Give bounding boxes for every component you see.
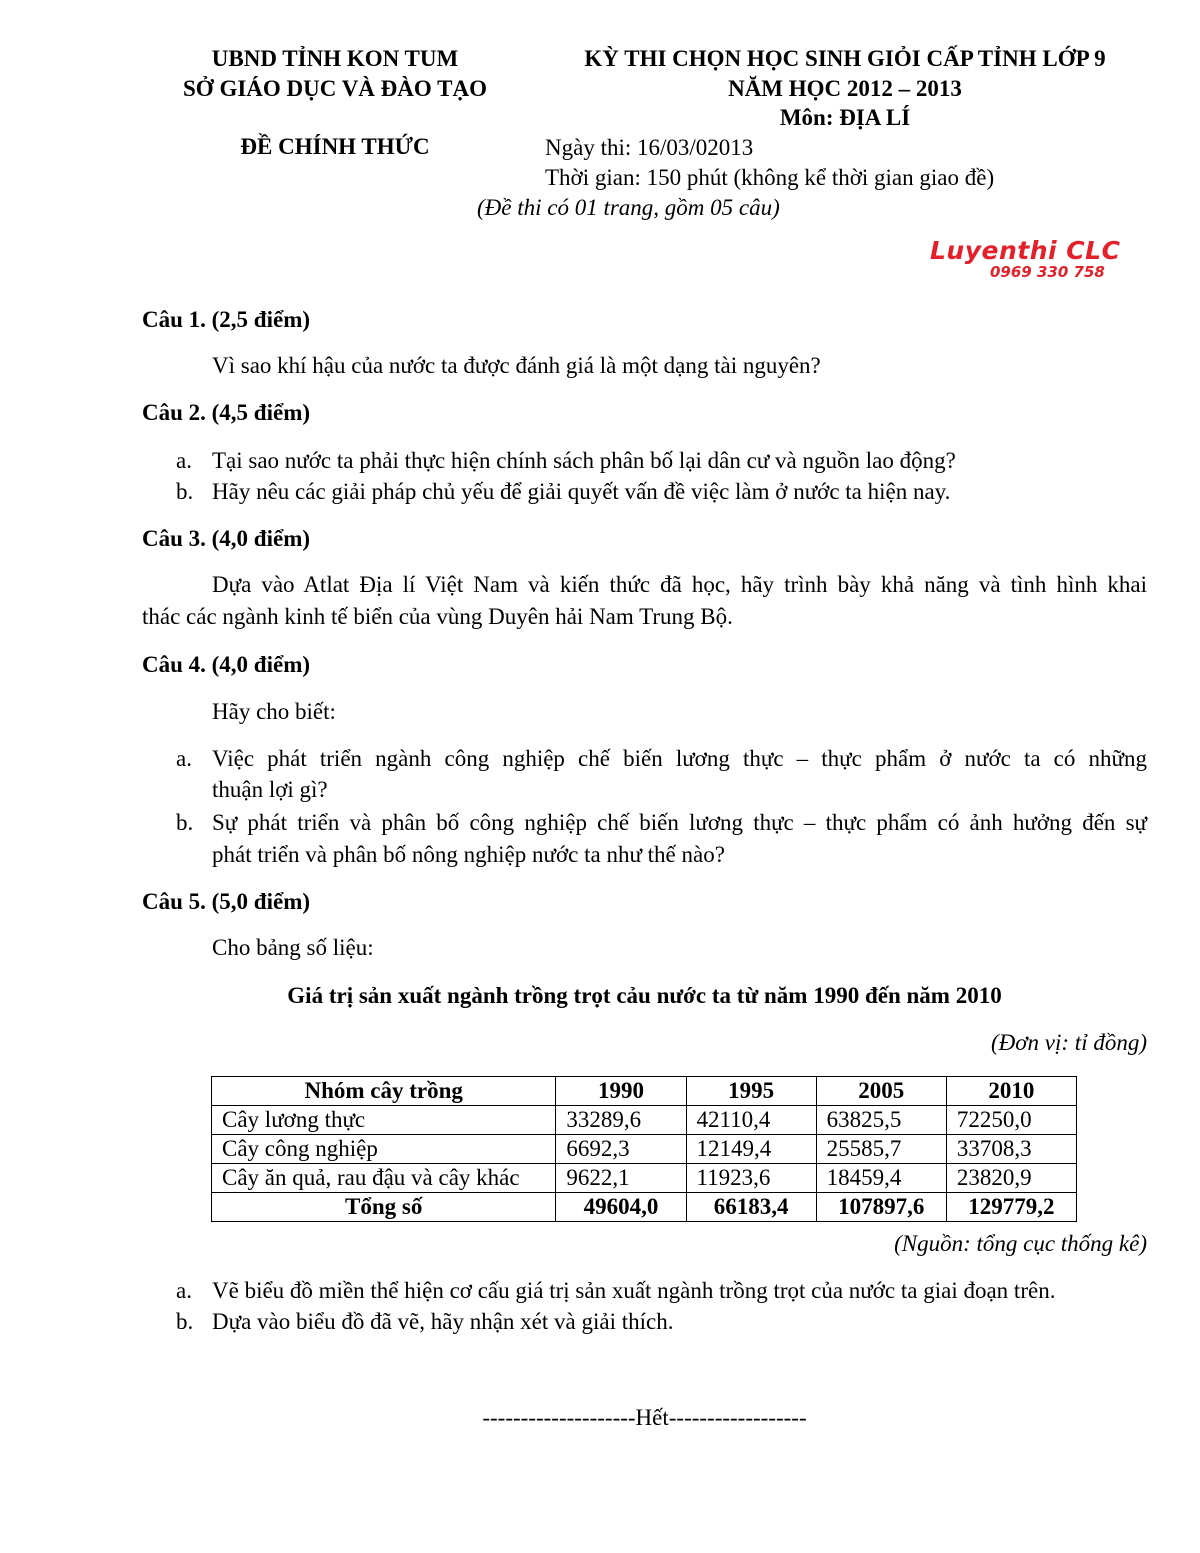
- question-5-b-text: Dựa vào biểu đồ đã vẽ, hãy nhận xét và giải thích.: [212, 1309, 674, 1334]
- table-cell: 33708,3: [946, 1135, 1076, 1164]
- question-2-a-label: a.: [176, 448, 192, 473]
- subject: Môn: ĐỊA LÍ: [779, 105, 911, 130]
- table-header-cell: 1990: [556, 1077, 686, 1106]
- table-cell: Cây công nghiệp: [212, 1135, 556, 1164]
- question-5-intro: Cho bảng số liệu:: [212, 935, 374, 960]
- table-row: [212, 1164, 1077, 1193]
- table-unit: (Đơn vị: tỉ đồng): [991, 1030, 1147, 1055]
- table-total-cell: 107897,6: [816, 1193, 946, 1222]
- question-4-intro: Hãy cho biết:: [212, 699, 336, 724]
- end-mark: --------------------Hết------------------: [482, 1405, 807, 1430]
- question-5-a-text: Vẽ biểu đồ miền thể hiện cơ cấu giá trị sản xuất ngành trồng trọt của nước ta giai đoạn trên.: [212, 1278, 1056, 1303]
- question-3-line-2: thác các ngành kinh tế biển của vùng Duyên hải Nam Trung Bộ.: [142, 604, 733, 629]
- question-4-a-line-2: thuận lợi gì?: [212, 777, 328, 802]
- org-line-2: SỞ GIÁO DỤC VÀ ĐÀO TẠO: [183, 76, 487, 101]
- table-header-cell: 1995: [686, 1077, 816, 1106]
- table-total-cell: 49604,0: [556, 1193, 686, 1222]
- table-total-row: [212, 1193, 1077, 1222]
- org-line-1: UBND TỈNH KON TUM: [211, 46, 459, 71]
- question-5-b-label: b.: [176, 1309, 194, 1334]
- brand-logo-phone: 0969 330 758: [990, 263, 1105, 281]
- exam-duration: Thời gian: 150 phút (không kể thời gian giao đề): [545, 165, 995, 190]
- table-cell: 6692,3: [556, 1135, 686, 1164]
- table-title: Giá trị sản xuất ngành trồng trọt cảu nước ta từ năm 1990 đến năm 2010: [287, 983, 1002, 1008]
- question-3-title: Câu 3. (4,0 điểm): [142, 526, 311, 551]
- brand-logo-text: Luyenthi CLC: [930, 236, 1121, 265]
- table-header-cell: 2010: [946, 1077, 1076, 1106]
- table-header-cell: Nhóm cây trồng: [212, 1077, 556, 1106]
- question-4-b-line-2: phát triển và phân bố nông nghiệp nước ta như thế nào?: [212, 842, 725, 867]
- table-cell: 23820,9: [946, 1164, 1076, 1193]
- question-4-title: Câu 4. (4,0 điểm): [142, 652, 311, 677]
- question-1-text: Vì sao khí hậu của nước ta được đánh giá là một dạng tài nguyên?: [212, 353, 821, 378]
- table-header-cell: 2005: [816, 1077, 946, 1106]
- exam-date: Ngày thi: 16/03/02013: [545, 135, 754, 160]
- table-cell: 63825,5: [816, 1106, 946, 1135]
- table-total-cell: 129779,2: [946, 1193, 1076, 1222]
- table-cell: 33289,6: [556, 1106, 686, 1135]
- table-total-cell: 66183,4: [686, 1193, 816, 1222]
- school-year: NĂM HỌC 2012 – 2013: [728, 76, 962, 101]
- table-cell: 12149,4: [686, 1135, 816, 1164]
- table-cell: 18459,4: [816, 1164, 946, 1193]
- exam-note: (Đề thi có 01 trang, gồm 05 câu): [477, 195, 780, 220]
- official-label: ĐỀ CHÍNH THỨC: [240, 134, 430, 159]
- question-2-b-label: b.: [176, 479, 194, 504]
- question-4-b-label: b.: [176, 810, 194, 835]
- question-4-a-label: a.: [176, 746, 192, 771]
- table-cell: 9622,1: [556, 1164, 686, 1193]
- exam-title: KỲ THI CHỌN HỌC SINH GIỎI CẤP TỈNH LỚP 9: [584, 46, 1106, 71]
- question-1-title: Câu 1. (2,5 điểm): [142, 307, 311, 332]
- table-row: [212, 1135, 1077, 1164]
- question-3-line-1: Dựa vào Atlat Địa lí Việt Nam và kiến thức đã học, hãy trình bày khả năng và tình hình khai: [212, 572, 1147, 597]
- question-2-b-text: Hãy nêu các giải pháp chủ yếu để giải quyết vấn đề việc làm ở nước ta hiện nay.: [212, 479, 951, 504]
- question-4-a-line-1: Việc phát triển ngành công nghiệp chế biến lương thực – thực phẩm ở nước ta có những: [212, 746, 1147, 771]
- table-cell: 25585,7: [816, 1135, 946, 1164]
- table-cell: 42110,4: [686, 1106, 816, 1135]
- table-header-row: [212, 1077, 1077, 1106]
- question-4-b-line-1: Sự phát triển và phân bố công nghiệp chế biến lương thực – thực phẩm có ảnh hưởng đến sự: [212, 810, 1147, 835]
- table-cell: Cây lương thực: [212, 1106, 556, 1135]
- table-cell: 72250,0: [946, 1106, 1076, 1135]
- question-5-title: Câu 5. (5,0 điểm): [142, 889, 311, 914]
- table-source: (Nguồn: tổng cục thống kê): [894, 1231, 1147, 1256]
- question-2-title: Câu 2. (4,5 điểm): [142, 400, 311, 425]
- data-table: [211, 1076, 1077, 1222]
- table-cell: 11923,6: [686, 1164, 816, 1193]
- table-total-cell: Tổng số: [212, 1193, 556, 1222]
- question-5-a-label: a.: [176, 1278, 192, 1303]
- question-2-a-text: Tại sao nước ta phải thực hiện chính sách phân bố lại dân cư và nguồn lao động?: [212, 448, 956, 473]
- table-row: [212, 1106, 1077, 1135]
- table-cell: Cây ăn quả, rau đậu và cây khác: [212, 1164, 556, 1193]
